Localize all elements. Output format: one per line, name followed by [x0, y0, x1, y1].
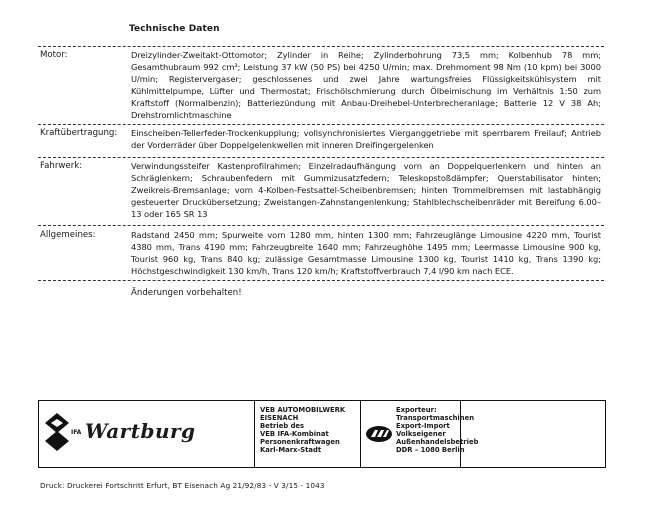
divider: [38, 46, 604, 47]
footer-maker-cell: [254, 401, 361, 467]
footer-empty-cell: [460, 401, 605, 467]
maker-line: VEB AUTOMOBILWERK: [260, 406, 346, 414]
exporter-line: Export-Import: [396, 422, 450, 430]
divider: [38, 157, 604, 158]
maker-line: Karl-Marx-Stadt: [260, 446, 322, 454]
maker-line: Personenkraftwagen: [260, 438, 340, 446]
exporter-line: Volkseigener: [396, 430, 446, 438]
maker-line: Betrieb des: [260, 422, 305, 430]
section-label-fahrwerk: Fahrwerk:: [40, 161, 83, 171]
divider: [38, 280, 604, 281]
exporter-line: DDR – 1080 Berlin: [396, 446, 465, 454]
divider: [38, 124, 604, 125]
footer-box: [38, 400, 606, 468]
maker-line: EISENACH: [260, 414, 299, 422]
section-text-allgemeines: Radstand 2450 mm; Spurweite vorn 1280 mm, hinten 1300 mm; Fahrzeuglänge Limousine 4220 mm, Tourist 4380 mm, Trans 4190 mm; Fahrzeugbreite 1640 mm; Fahrzeughöhe 1495 mm; Leermasse Limousine 900 kg, Tourist 960 kg, Trans 840 kg; zulässige Gesamtmasse Limousine 1300 kg, Tourist 1410 kg, Trans 1390 kg; Höchstgeschwindigkeit 130 km/h, Trans 120 km/h; Kraftstoffverbrauch 7,4 l/90 km nach ECE.: [131, 230, 601, 276]
exporter-line: Transportmaschinen: [396, 414, 475, 422]
changes-reserved-note: Änderungen vorbehalten!: [131, 288, 242, 298]
exporter-line: Außenhandelsbetrieb: [396, 438, 479, 446]
footer-logo-cell: [39, 401, 255, 467]
footer-export-cell: [360, 401, 479, 467]
page-title: Technische Daten: [129, 24, 220, 34]
maker-line: VEB IFA-Kombinat: [260, 430, 329, 438]
divider: [38, 225, 604, 226]
section-text-motor: Dreizylinder-Zweitakt-Ottomotor; Zylinder in Reihe; Zylinderbohrung 73,5 mm; Kolbenhub 78 mm; Gesamthubraum 992 cm³; Leistung 37 kW (50 PS) bei 4250 U/min; max. Drehmoment 98 Nm (10 kpm) bei 3000 U/min; Registervergaser; geschlossenes und zwei Jahre wartungsfreies Flüssigkeitskühlsystem mit Kühlmittelpumpe, Lüfter und Thermostat; Frischölschmierung durch Ölbeimischung im Verhältnis 1:50 zum Kraftstoff (Normalbenzin); Batteriezündung mit Anbau-Dreihebel-Unterbrecheranlage; Batterie 12 V 38 Ah; Drehstromlichtmaschine: [131, 50, 601, 120]
wartburg-emblem-icon: [45, 413, 69, 453]
ifa-prefix: IFA: [71, 429, 82, 436]
section-text-fahrwerk: Verwindungssteifer Kastenprofilrahmen; Einzelradaufhängung vorn an Doppelquerlenkern und hinten an Schräglenkern; Schraubenfedern mit Gummizusatzfedern; Teleskopstoßdämpfer; Querstabilisator hinten; Zweikreis-Bremsanlage; vorn 4-Kolben-Festsattel-Scheibenbremsen; hinten Trommelbremsen mit lastabhängig gesteuerter Druckübersetzung; Zweistangen-Zahnstangenlenkung; Stahlblechscheibenräder mit Bereifung 6.00–13 oder 165 SR 13: [131, 161, 601, 219]
tm-export-logo-icon: [365, 425, 393, 443]
exporter-line: Exporteur:: [396, 406, 437, 414]
section-label-kraftuebertragung: Kraftübertragung:: [40, 128, 118, 138]
print-imprint: Druck: Druckerei Fortschritt Erfurt, BT Eisenach Ag 21/92/83 - V 3/15 - 1043: [40, 481, 325, 490]
wartburg-logo: Wartburg: [85, 419, 196, 443]
section-label-motor: Motor:: [40, 50, 68, 60]
section-text-kraftuebertragung: Einscheiben-Tellerfeder-Trockenkupplung; vollsynchronisiertes Vierganggetriebe mit sperrbarem Freilauf; Antrieb der Vorderräder über Doppelgelenkwellen mit inneren Dreifingergelenken: [131, 128, 601, 150]
section-label-allgemeines: Allgemeines:: [40, 230, 96, 240]
